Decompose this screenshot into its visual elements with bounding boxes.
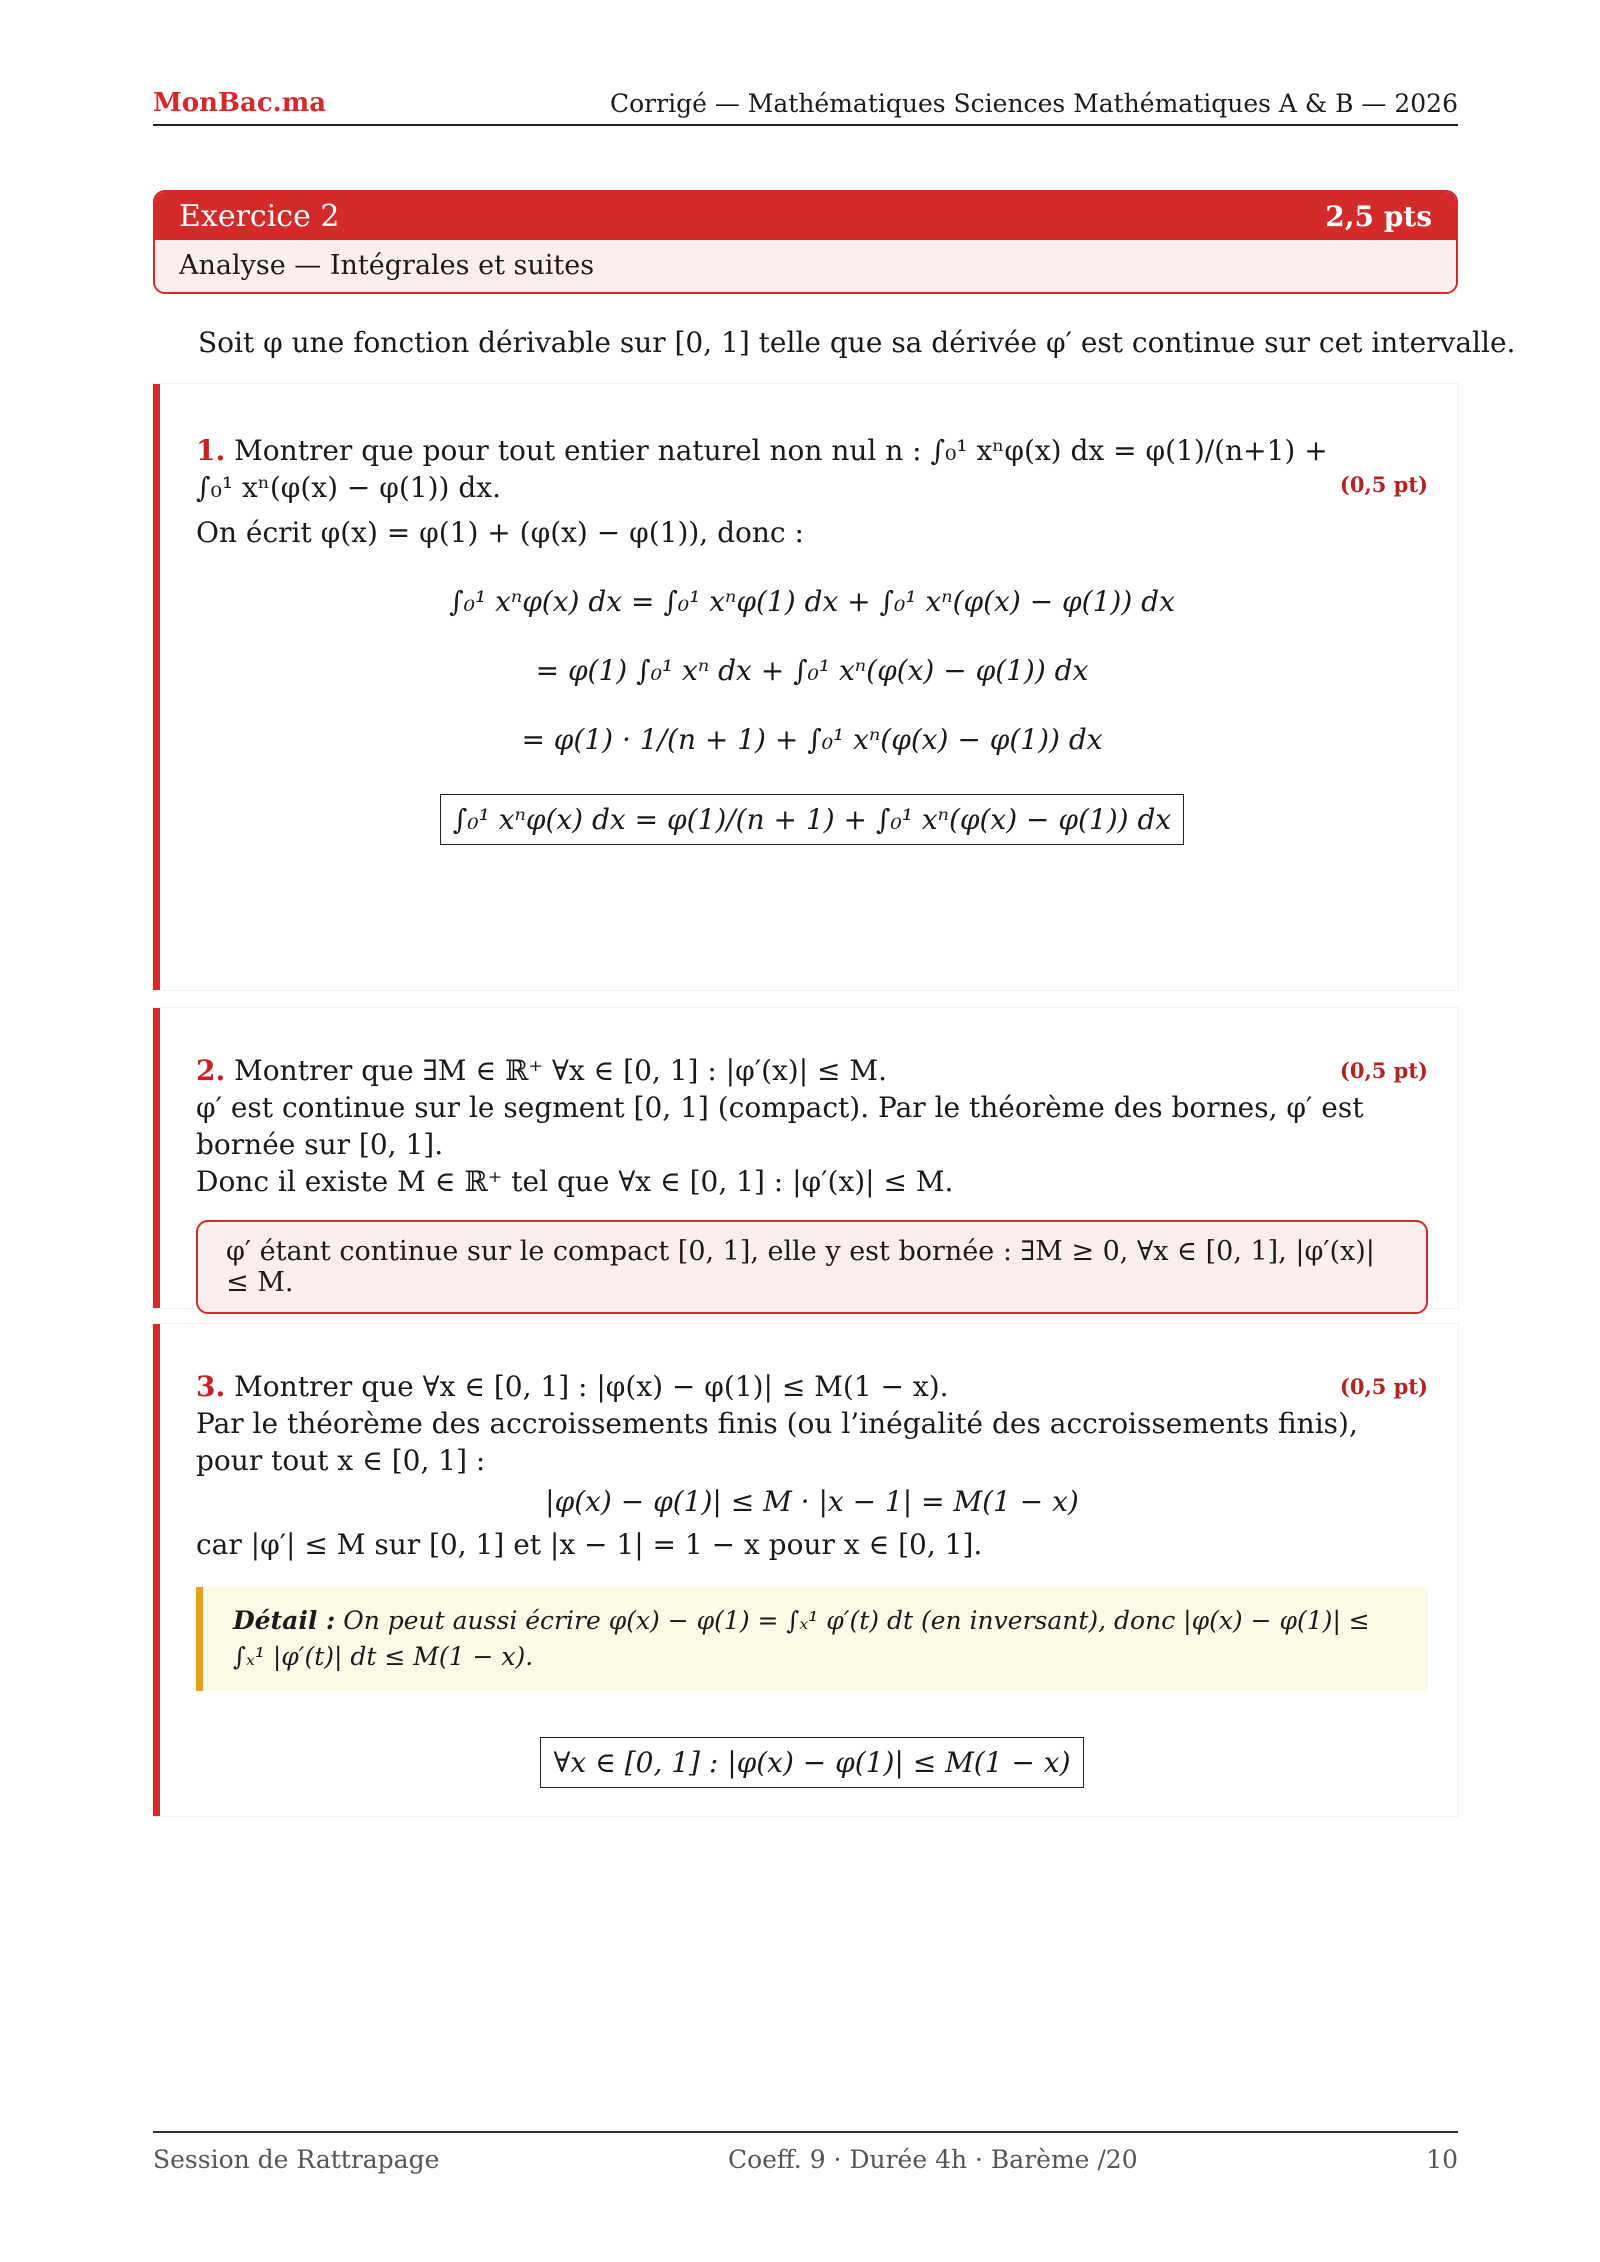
question-2-number: 2. bbox=[196, 1054, 226, 1087]
question-3-detail-box bbox=[196, 1587, 1428, 1691]
question-3-equation: |φ(x) − φ(1)| ≤ M · |x − 1| = M(1 − x) bbox=[545, 1485, 1079, 1518]
exercise-banner bbox=[153, 190, 1458, 294]
question-1-intro: On écrit φ(x) = φ(1) + (φ(x) − φ(1)), donc : bbox=[196, 516, 804, 549]
brand-logo: MonBac.ma bbox=[153, 88, 327, 118]
question-2-points: (0,5 pt) bbox=[1339, 1058, 1428, 1083]
question-1-eq1: ∫₀¹ xⁿφ(x) dx = ∫₀¹ xⁿφ(1) dx + ∫₀¹ xⁿ(φ(x) − φ(1)) dx bbox=[449, 585, 1175, 618]
page-header bbox=[153, 88, 1458, 126]
question-2-result: φ′ étant continue sur le compact [0, 1], elle y est bornée : ∃M ≥ 0, ∀x ∈ [0, 1], |φ′(x)| ≤ M. bbox=[196, 1220, 1428, 1314]
question-3-statement: (0,5 pt) 3. Montrer que ∀x ∈ [0, 1] : |φ(x) − φ(1)| ≤ M(1 − x). bbox=[196, 1370, 1428, 1403]
question-3-points: (0,5 pt) bbox=[1339, 1374, 1428, 1399]
exercise-title: Exercice 2 bbox=[179, 198, 340, 234]
question-2-statement: (0,5 pt) 2. Montrer que ∃M ∈ ℝ⁺ ∀x ∈ [0, 1] : |φ′(x)| ≤ M. bbox=[196, 1054, 1428, 1087]
exercise-subtitle: Analyse — Intégrales et suites bbox=[155, 240, 1456, 294]
exercise-points: 2,5 pts bbox=[1325, 199, 1432, 233]
question-1-number: 1. bbox=[196, 434, 226, 467]
question-3-result: ∀x ∈ [0, 1] : |φ(x) − φ(1)| ≤ M(1 − x) bbox=[540, 1737, 1083, 1788]
question-3-paragraph-1: Par le théorème des accroissements finis (ou l’inégalité des accroissements finis), pour tout x ∈ [0, 1] : bbox=[196, 1407, 1358, 1477]
question-3-paragraph-2: car |φ′| ≤ M sur [0, 1] et |x − 1| = 1 − x pour x ∈ [0, 1]. bbox=[196, 1528, 983, 1561]
header-title: Corrigé — Mathématiques Sciences Mathématiques A & B — 2026 bbox=[610, 89, 1458, 118]
footer-session: Session de Rattrapage bbox=[153, 2145, 440, 2174]
question-1-statement: (0,5 pt) 1. Montrer que pour tout entier naturel non nul n : ∫₀¹ xⁿφ(x) dx = φ(1)/(n+1) + ∫₀¹ xⁿ(φ(x) − φ(1)) dx. bbox=[196, 434, 1428, 504]
question-1-eq2: = φ(1) ∫₀¹ xⁿ dx + ∫₀¹ xⁿ(φ(x) − φ(1)) dx bbox=[535, 654, 1089, 687]
detail-text: On peut aussi écrire φ(x) − φ(1) = ∫ₓ¹ φ′(t) dt (en inversant), donc |φ(x) − φ(1)| ≤ ∫ₓ¹ |φ′(t)| dt ≤ M(1 − x). bbox=[233, 1606, 1370, 1671]
page-footer bbox=[153, 2131, 1458, 2174]
detail-label: Détail : bbox=[233, 1606, 336, 1635]
exercise-intro: Soit φ une fonction dérivable sur [0, 1] telle que sa dérivée φ′ est continue sur cet intervalle. bbox=[198, 326, 1516, 359]
question-3-number: 3. bbox=[196, 1370, 226, 1403]
question-3-card bbox=[153, 1324, 1458, 1816]
question-2-paragraph-2: Donc il existe M ∈ ℝ⁺ tel que ∀x ∈ [0, 1] : |φ′(x)| ≤ M. bbox=[196, 1165, 954, 1198]
question-1-eq3: = φ(1) · 1/(n + 1) + ∫₀¹ xⁿ(φ(x) − φ(1)) dx bbox=[521, 723, 1103, 756]
question-2-card bbox=[153, 1008, 1458, 1308]
question-1-card bbox=[153, 384, 1458, 990]
page-number: 10 bbox=[1426, 2145, 1458, 2174]
question-2-paragraph-1: φ′ est continue sur le segment [0, 1] (compact). Par le théorème des bornes, φ′ est bornée sur [0, 1]. bbox=[196, 1091, 1364, 1161]
exercise-bar bbox=[155, 192, 1456, 240]
question-1-result: ∫₀¹ xⁿφ(x) dx = φ(1)/(n + 1) + ∫₀¹ xⁿ(φ(x) − φ(1)) dx bbox=[440, 794, 1184, 845]
footer-info: Coeff. 9 · Durée 4h · Barème /20 bbox=[727, 2145, 1138, 2174]
question-1-points: (0,5 pt) bbox=[1339, 472, 1428, 497]
